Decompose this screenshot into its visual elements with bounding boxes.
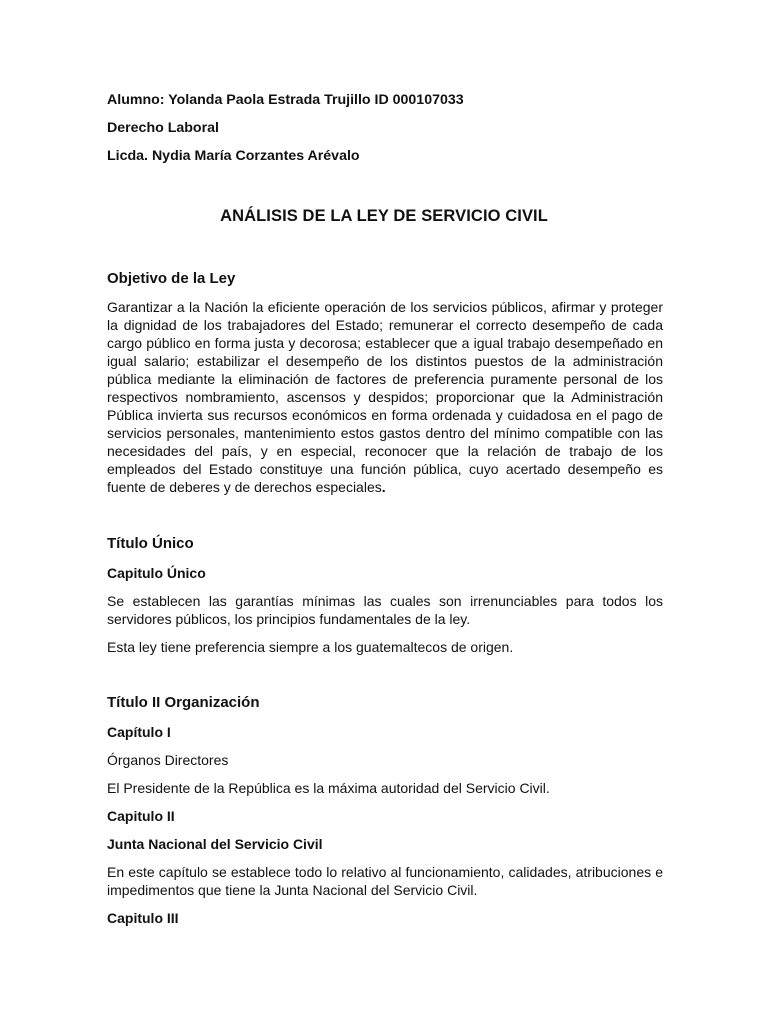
- document-title: ANÁLISIS DE LA LEY DE SERVICIO CIVIL: [220, 207, 548, 225]
- capitulo-ii-heading: Capitulo II: [107, 808, 175, 824]
- course-line: Derecho Laboral: [107, 120, 219, 136]
- objective-heading: Objetivo de la Ley: [107, 270, 236, 287]
- capitulo-unico-heading: Capitulo Único: [107, 565, 206, 581]
- junta-nacional-heading: Junta Nacional del Servicio Civil: [107, 836, 323, 852]
- capitulo-unico-text: Se establecen las garantías mínimas las cuales son irrenunciables para todos los servidores públicos, los principios fundamentales de la ley.: [107, 593, 663, 627]
- junta-nacional-text: En este capítulo se establece todo lo relativo al funcionamiento, calidades, atribuciones e impedimentos que tiene la Junta Nacional del Servicio Civil.: [107, 864, 663, 898]
- capitulo-i-heading: Capítulo I: [107, 724, 171, 740]
- preference-text: Esta ley tiene preferencia siempre a los guatemaltecos de origen.: [107, 639, 514, 655]
- objective-end-mark: .: [381, 479, 386, 495]
- teacher-line: Licda. Nydia María Corzantes Arévalo: [107, 148, 360, 164]
- student-line: Alumno: Yolanda Paola Estrada Trujillo ID 000107033: [107, 92, 464, 108]
- objective-paragraph: [107, 298, 663, 496]
- presidente-text: El Presidente de la República es la máxima autoridad del Servicio Civil.: [107, 780, 550, 796]
- titulo-unico-heading: Título Único: [107, 535, 194, 552]
- titulo-ii-heading: Título II Organización: [107, 694, 260, 711]
- objective-text: Garantizar a la Nación la eficiente operación de los servicios públicos, afirmar y proteger la dignidad de los trabajadores del Estado; remunerar el correcto desempeño de cada cargo público en forma justa y decorosa; establecer que a igual trabajo desempeñado en igual salario; estabilizar el desempeño de los distintos puestos de la administración pública mediante la eliminación de factores de preferencia puramente personal de los respectivos nombramiento, ascensos y despidos; proporcionar que la Administración Pública invierta sus recursos económicos en forma ordenada y cuidadosa en el pago de servicios personales, mantenimiento estos gastos dentro del mínimo compatible con las necesidades del país, y en especial, reconocer que la relación de trabajo de los empleados del Estado constituye una función pública, cuyo acertado desempeño es fuente de deberes y de derechos especiales: [107, 299, 663, 495]
- capitulo-iii-heading: Capitulo III: [107, 910, 179, 926]
- organos-directores-text: Órganos Directores: [107, 752, 229, 768]
